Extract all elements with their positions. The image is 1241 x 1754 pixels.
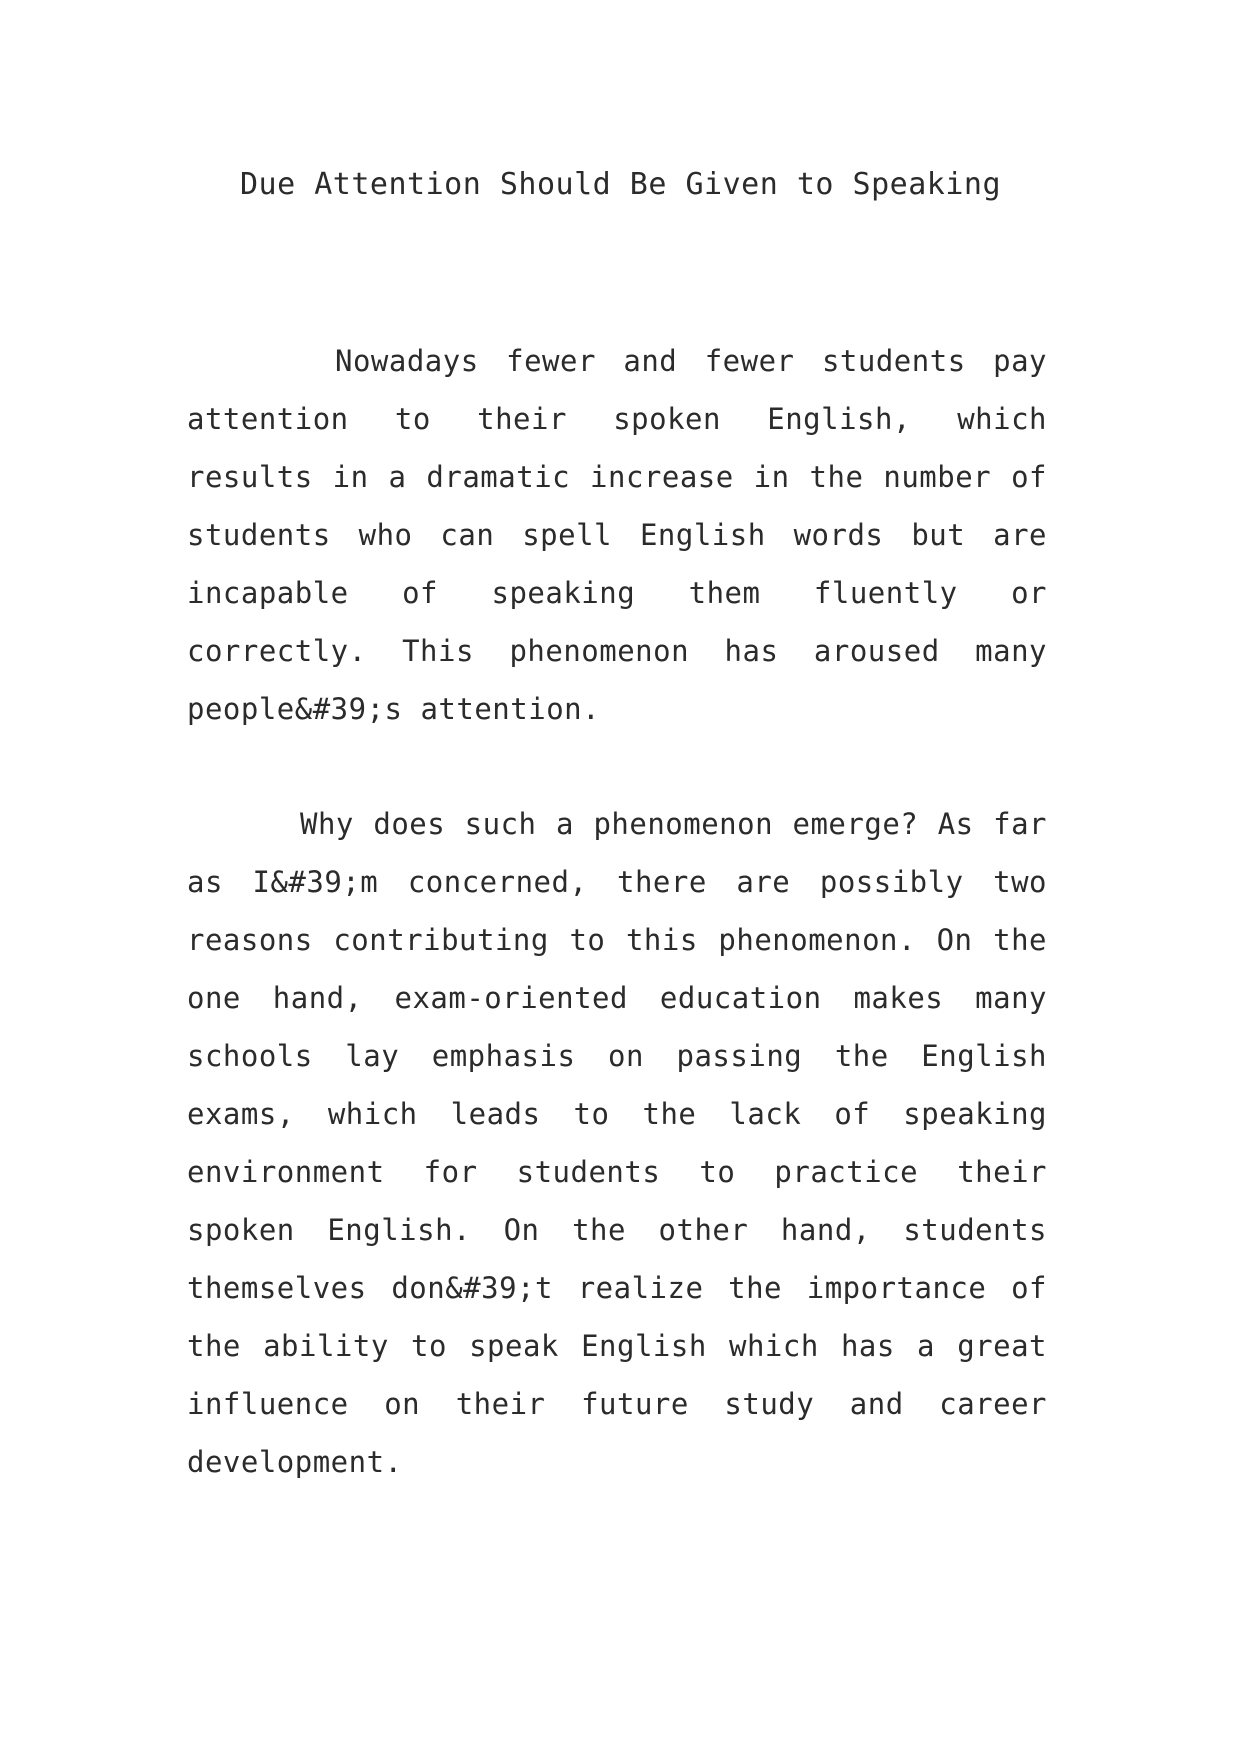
- document-title: Due Attention Should Be Given to Speaking: [239, 167, 1002, 202]
- paragraph-1: Nowadays fewer and fewer students pay attention to their spoken English, which results in a dramatic increase in the number of students who can spell English words but are incapable of speaking them fluently or correctly. This phenomenon has aroused many people&#39;s attention.: [187, 344, 1047, 726]
- paragraph-2: Why does such a phenomenon emerge? As far as I&#39;m concerned, there are possibly two reasons contributing to this phenomenon. On the one hand, exam-oriented education makes many schools lay emphasis on passing the English exams, which leads to the lack of speaking environment for students to practice their spoken English. On the other hand, students themselves don&#39;t realize the importance of the ability to speak English which has a great influence on their future study and career development.: [187, 807, 1047, 1479]
